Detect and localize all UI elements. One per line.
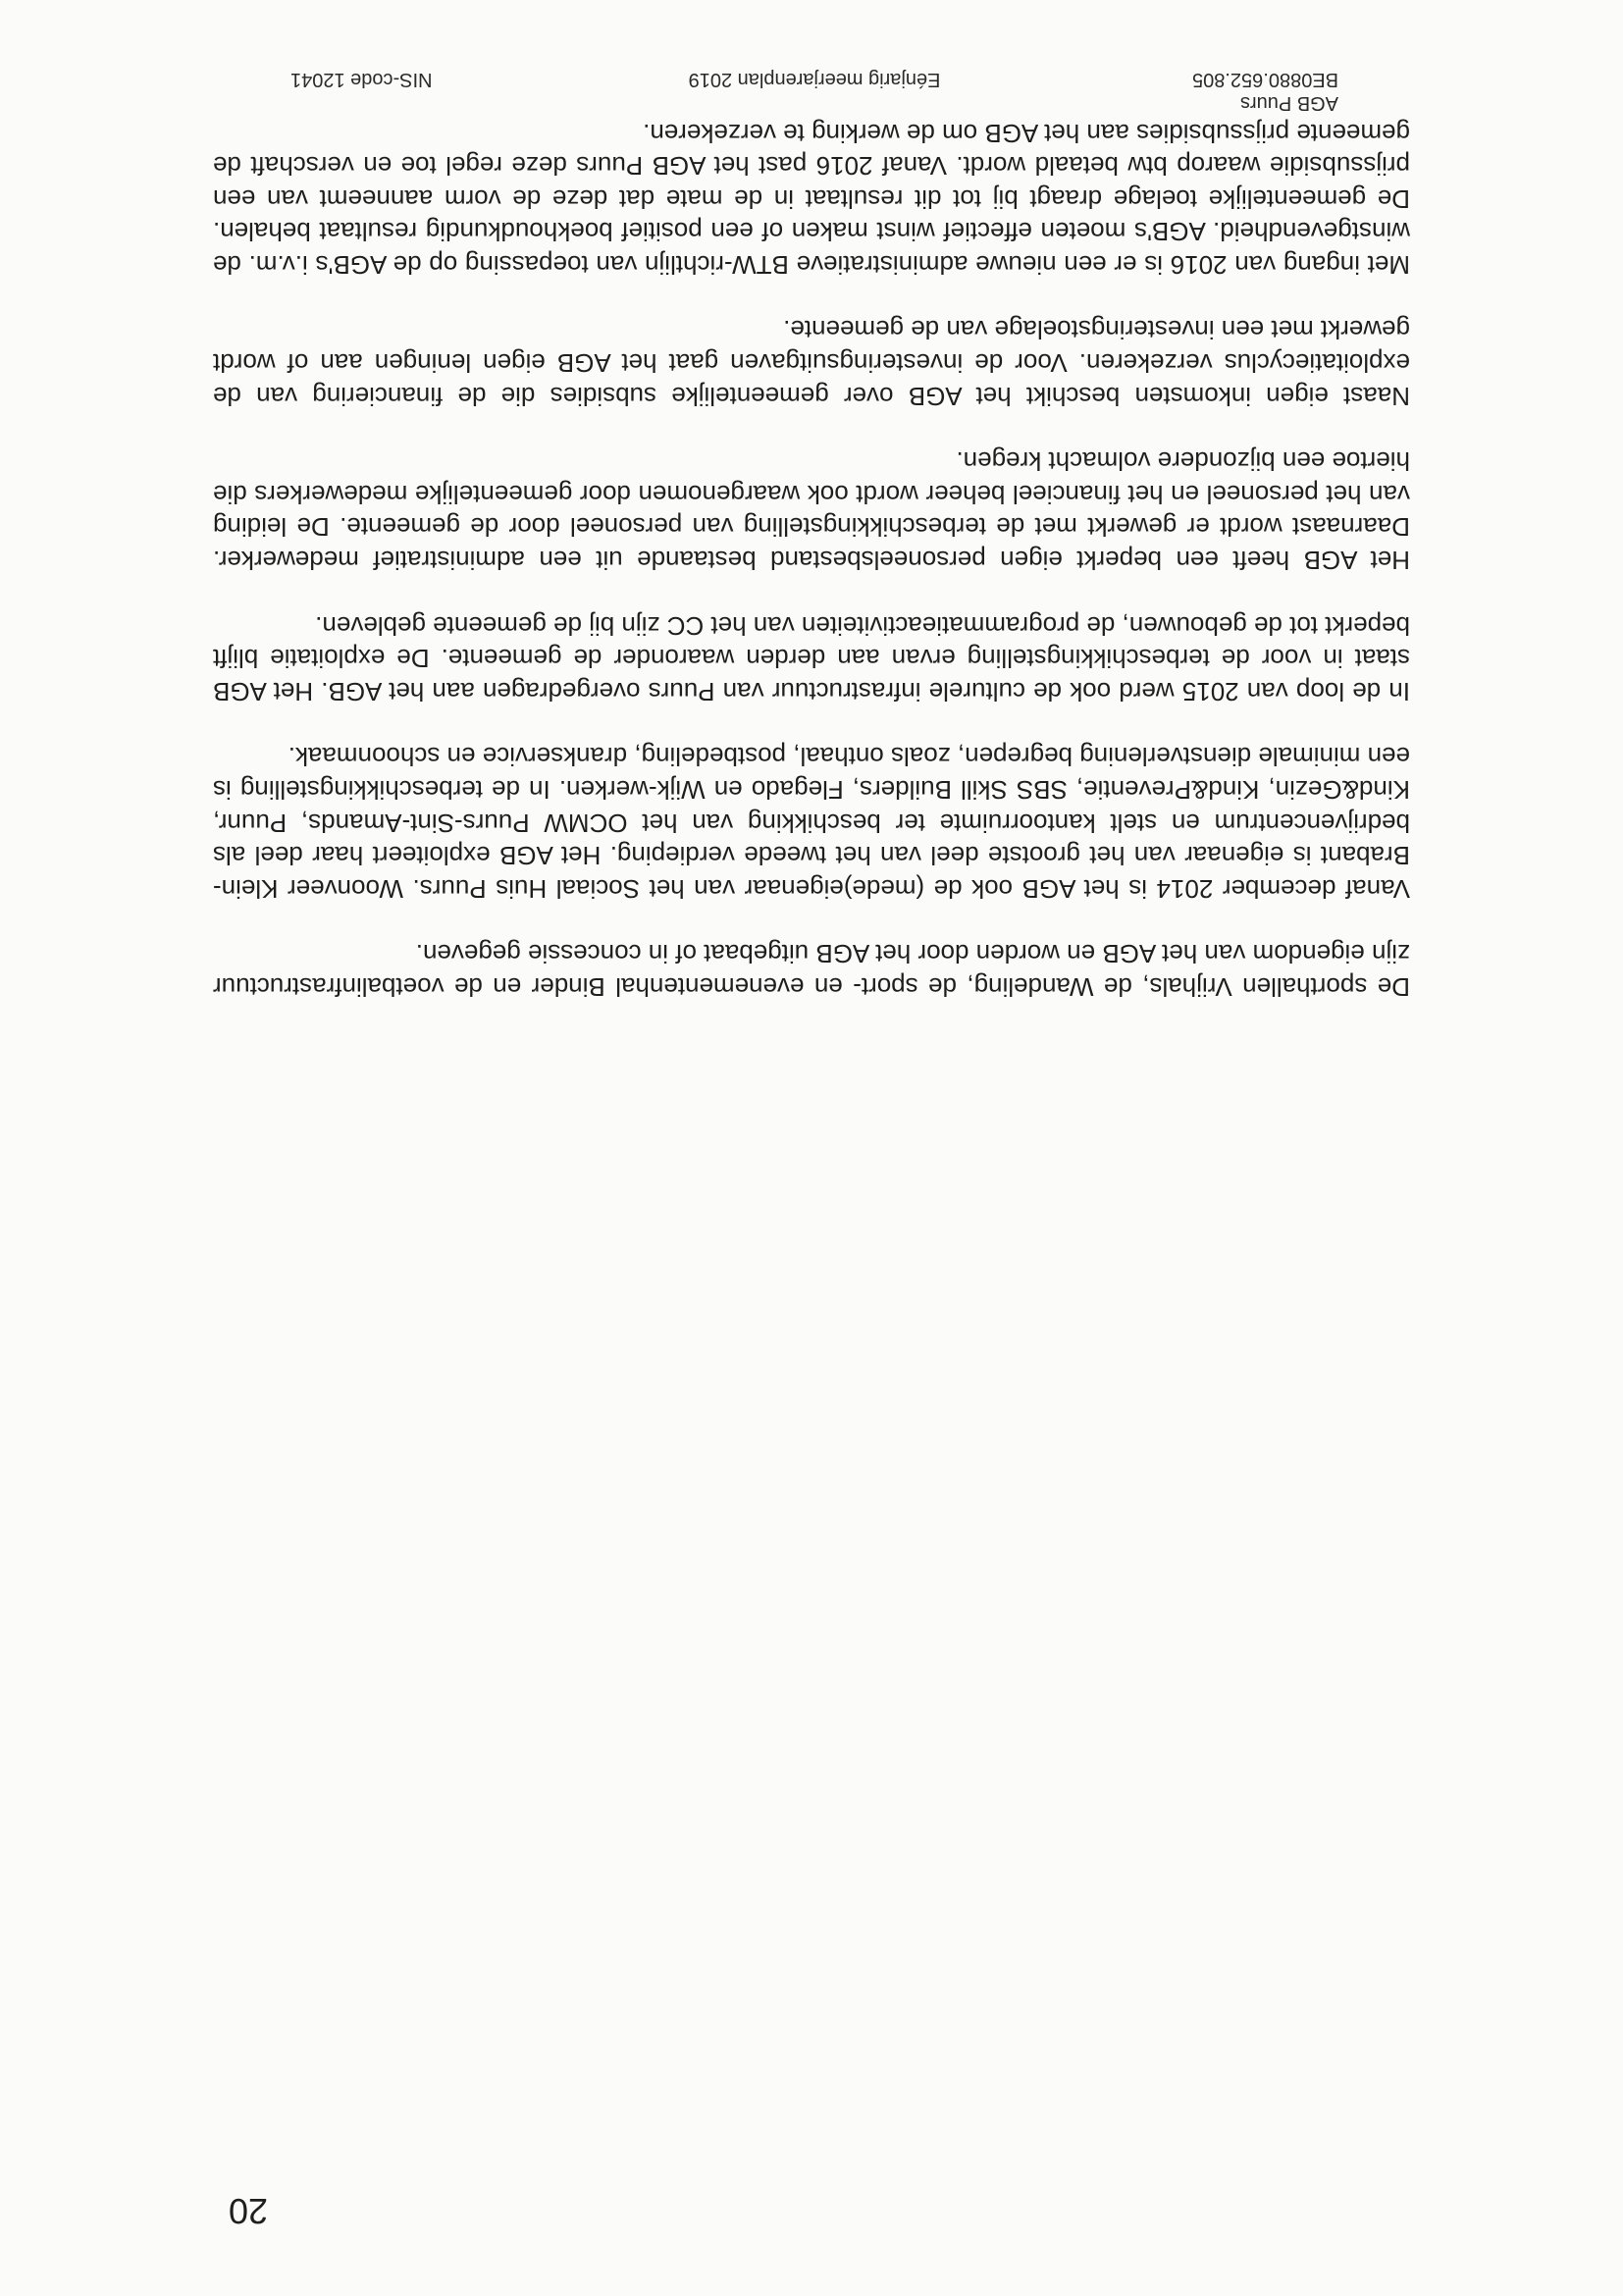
paragraph-financing: Naast eigen inkomsten beschikt het AGB over gemeentelijke subsidies die de financiering van de exploitatiecyclus verzekeren. Voor de investeringsuitgaven gaat het AGB eigen leningen aan of wordt gewerkt met een investeringstoelage van de gemeente. — [213, 315, 1410, 411]
paragraph-cultural-infrastructure: In de loop van 2015 werd ook de culturele infrastructuur van Puurs overgedragen aan het AGB. Het AGB staat in voor de terbeschikkingstelling ervan aan derden waaronder de gemeente. De exploitatie blijft beperkt tot de gebouwen, de programmatieactiviteiten van het CC zijn bij de gemeente gebleven. — [213, 610, 1410, 706]
header-org-number: BE0880.652.805 — [1191, 69, 1338, 90]
page-number: 20 — [228, 2191, 268, 2231]
paragraph-vat-guideline: Met ingang van 2016 is er een nieuwe administratieve BTW-richtlijn van toepassing op de AGB's i.v.m. de winstgevendheid. AGB's moeten effectief winst maken of een positief boekhoudkundig resultaat behalen. De gemeentelijke toelage draagt bij tot dit resultaat in de mate dat deze de vorm aanneemt van een prijssubsidie waarop btw betaald wordt. Vanaf 2016 past het AGB Puurs deze regel toe en verschaft de gemeente prijssubsidies aan het AGB om de werking te verzekeren. — [213, 118, 1410, 280]
paragraph-staff: Het AGB heeft een beperkt eigen personeelsbestand bestaande uit een administratief medewerker. Daarnaast wordt er gewerkt met de terbeschikkingstelling van personeel door de gemeente. De leiding van het personeel en het financieel beheer wordt ook waargenomen door gemeentelijke medewerkers die hiertoe een bijzondere volmacht kregen. — [213, 446, 1410, 576]
header-org-name: AGB Puurs — [1239, 92, 1338, 114]
header-nis-code: NIS-code 12041 — [290, 69, 433, 90]
header-plan-title: Eénjarig meerjarenplan 2019 — [688, 69, 941, 90]
paragraph-social-house: Vanaf december 2014 is het AGB ook de (mede)eigenaar van het Sociaal Huis Puurs. Woonveer Klein-Brabant is eigenaar van het grootste deel van het tweede verdieping. Het AGB exploiteert haar deel als bedrijvencentrum en stelt kantoorruimte ter beschikking van het OCMW Puurs-Sint-Amands, Puunr, Kind&Gezin, Kind&Preventie, SBS Skill Builders, Flegado en Wijk-werken. In de terbeschikkingstelling is een minimale dienstverlening begrepen, zoals onthaal, postbedeling, drankservice en schoonmaak. — [213, 742, 1410, 904]
body-text — [213, 83, 1410, 1003]
paragraph-sport-infrastructure: De sporthallen Vrijhals, de Wandeling, de sport- en evenementenhal Binder en de voetbalinfrastructuur zijn eigendom van het AGB en worden door het AGB uitgebaat of in concessie gegeven. — [213, 939, 1410, 1002]
